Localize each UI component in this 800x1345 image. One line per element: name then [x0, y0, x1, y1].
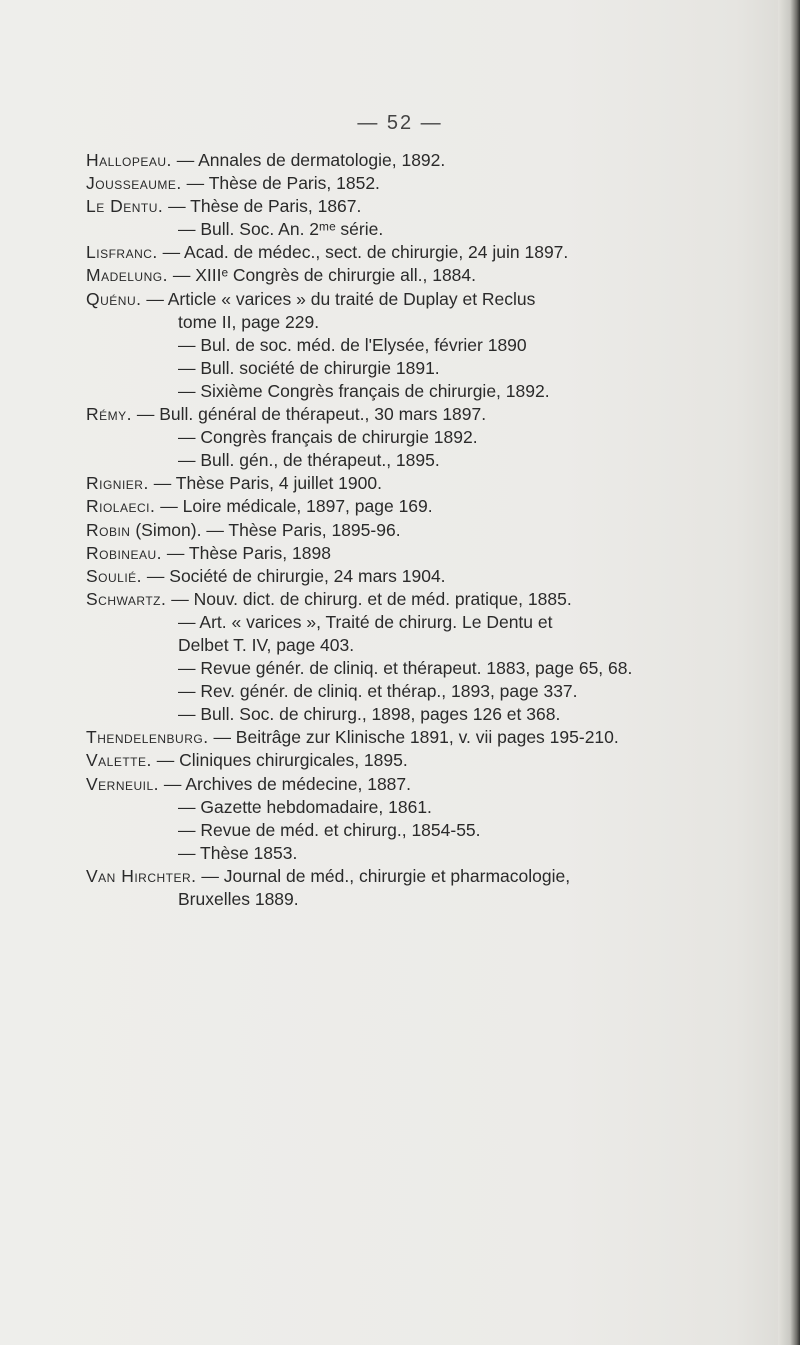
- bibliography-entry: [86, 519, 776, 542]
- bibliography-entry: [86, 773, 776, 796]
- bibliography-entry: [86, 542, 776, 565]
- bibliography-entry: [86, 611, 776, 634]
- bibliography-entry: [86, 334, 776, 357]
- entry-text: — Thèse Paris, 1898: [162, 542, 331, 563]
- entry-text: — Nouv. dict. de chirurg. et de méd. pratique, 1885.: [166, 588, 572, 609]
- bibliography-entry: [86, 657, 776, 680]
- entry-author: Thendelenburg.: [86, 727, 209, 748]
- entry-text: — Thèse Paris, 4 juillet 1900.: [148, 473, 382, 494]
- bibliography-entry: [86, 865, 776, 888]
- entry-text: — Thèse 1853.: [178, 842, 298, 863]
- entry-author: Robin: [86, 519, 131, 540]
- entry-text: — Acad. de médec., sect. de chirurgie, 24 juin 1897.: [157, 242, 569, 263]
- entry-text: — Bull. gén., de thérapeut., 1895.: [178, 450, 440, 471]
- bibliography-entry: [86, 264, 776, 287]
- entry-text: — Bull. Soc. An. 2ᵐᵉ série.: [178, 219, 384, 240]
- bibliography-entry: [86, 195, 776, 218]
- entry-author: Rémy.: [86, 404, 133, 425]
- bibliography-entry: [86, 218, 776, 241]
- entry-text: — Revue de méd. et chirurg., 1854-55.: [178, 819, 481, 840]
- bibliography-entry: [86, 241, 776, 264]
- entry-author: Valette.: [86, 750, 152, 771]
- entry-text: — Revue génér. de cliniq. et thérapeut. 1883, page 65, 68.: [178, 658, 633, 679]
- page-number: — 52 —: [357, 112, 443, 134]
- entry-text: — Archives de médecine, 1887.: [159, 773, 412, 794]
- entry-text: — Art. « varices », Traité de chirurg. Le Dentu et: [178, 611, 553, 632]
- bibliography-entry: [86, 888, 776, 911]
- bibliography-entry: [86, 796, 776, 819]
- bibliography-entry: [86, 149, 776, 172]
- entry-text: — Beitrâge zur Klinische 1891, v. vii pages 195-210.: [208, 727, 619, 748]
- entry-author: Verneuil.: [86, 773, 160, 794]
- entry-text: — Bull. Soc. de chirurg., 1898, pages 126 et 368.: [178, 704, 561, 725]
- bibliography-entry: [86, 472, 776, 495]
- entry-text: — Thèse de Paris, 1867.: [163, 196, 362, 217]
- bibliography-entry: [86, 634, 776, 657]
- bibliography-entry: [86, 726, 776, 749]
- entry-text: — Bull. société de chirurgie 1891.: [178, 357, 440, 378]
- bibliography-entry: [86, 357, 776, 380]
- bibliography-entry: [86, 588, 776, 611]
- bibliography-entry: [86, 842, 776, 865]
- entry-author: Van Hirchter.: [86, 865, 197, 886]
- entry-author: Hallopeau.: [86, 150, 172, 170]
- entry-author: Quénu.: [86, 288, 142, 309]
- bibliography-entry: [86, 380, 776, 403]
- bibliography-entry: [86, 311, 776, 334]
- entry-author: Schwartz.: [86, 588, 167, 609]
- entry-text: — Sixième Congrès français de chirurgie, 1892.: [178, 380, 550, 401]
- bibliography-entry: [86, 819, 776, 842]
- entry-text: tome II, page 229.: [178, 311, 320, 332]
- entry-author: Robineau.: [86, 542, 163, 563]
- bibliography-entry: [86, 426, 776, 449]
- entry-author: Le Dentu.: [86, 196, 164, 217]
- entry-text: — Journal de méd., chirurgie et pharmacologie,: [196, 865, 571, 886]
- bibliography-entry: [86, 703, 776, 726]
- page-binding-edge: [778, 0, 800, 1345]
- entry-author: Jousseaume.: [86, 173, 182, 194]
- entry-text: — Rev. génér. de cliniq. et thérap., 1893, page 337.: [178, 681, 578, 702]
- entry-text: — Cliniques chirurgicales, 1895.: [151, 750, 408, 771]
- entry-author: Madelung.: [86, 265, 168, 286]
- entry-text: Bruxelles 1889.: [178, 889, 299, 909]
- entry-text: — Congrès français de chirurgie 1892.: [178, 427, 478, 448]
- entry-text: — Thèse de Paris, 1852.: [181, 173, 380, 194]
- bibliography-list: [86, 149, 776, 911]
- bibliography-entry: [86, 565, 776, 588]
- entry-text: — Bul. de soc. méd. de l'Elysée, février 1890: [178, 334, 527, 355]
- bibliography-entry: [86, 288, 776, 311]
- bibliography-entry: [86, 172, 776, 195]
- bibliography-entry: [86, 749, 776, 772]
- entry-text: — Société de chirurgie, 24 mars 1904.: [142, 565, 446, 586]
- entry-text: Delbet T. IV, page 403.: [178, 634, 355, 655]
- entry-author: Rignier.: [86, 473, 149, 494]
- entry-text: — Article « varices » du traité de Duplay et Reclus: [141, 288, 536, 309]
- bibliography-entry: [86, 449, 776, 472]
- entry-text: — Gazette hebdomadaire, 1861.: [178, 796, 432, 817]
- entry-text: — Loire médicale, 1897, page 169.: [155, 496, 433, 517]
- entry-text: — Bull. général de thérapeut., 30 mars 1897.: [132, 404, 487, 425]
- bibliography-entry: [86, 495, 776, 518]
- bibliography-entry: [86, 403, 776, 426]
- entry-author: Riolaeci.: [86, 496, 156, 517]
- entry-text: (Simon). — Thèse Paris, 1895-96.: [130, 519, 401, 540]
- bibliography-entry: [86, 680, 776, 703]
- entry-author: Soulié.: [86, 565, 143, 586]
- entry-author: Lisfranc.: [86, 242, 158, 263]
- entry-text: — XIIIᵉ Congrès de chirurgie all., 1884.: [167, 265, 477, 286]
- entry-text: — Annales de dermatologie, 1892.: [171, 150, 446, 170]
